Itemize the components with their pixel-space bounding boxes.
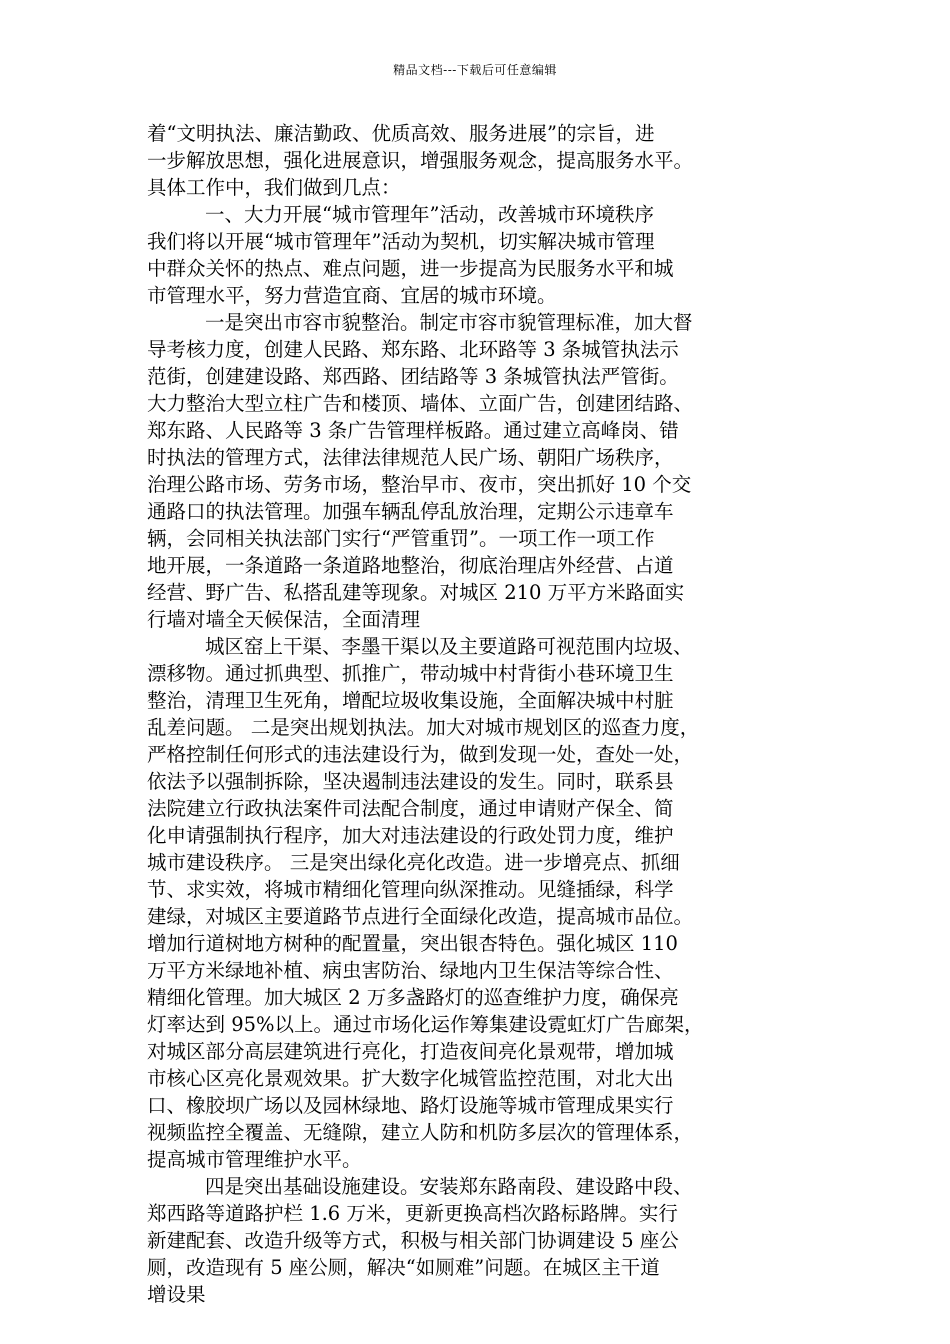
text-line: 厕，改造现有 5 座公厕，解决“如厕难”问题。在城区主干道 <box>147 1256 660 1279</box>
text-line: 辆，会同相关执法部门实行“严管重罚”。一项工作一项工作 <box>147 527 655 550</box>
text-line: 漂移物。通过抓典型、抓推广，带动城中村背街小巷环境卫生 <box>147 662 674 685</box>
section-heading: 一、大力开展“城市管理年”活动，改善城市环境秩序 <box>205 203 654 226</box>
text-line: 市管理水平，努力营造宜商、宜居的城市环境。 <box>147 284 557 307</box>
text-line: 一步解放思想，强化进展意识，增强服务观念，提高服务水平。 <box>147 149 694 172</box>
text-line: 视频监控全覆盖、无缝隙，建立人防和机防多层次的管理体系， <box>147 1121 694 1144</box>
text-line: 着“文明执法、廉洁勤政、优质高效、服务进展”的宗旨，进 <box>147 122 655 145</box>
text-line: 城市建设秩序。 三是突出绿化亮化改造。进一步增亮点、抓细 <box>147 851 680 874</box>
text-line: 乱差问题。 二是突出规划执法。加大对城市规划区的巡查力度， <box>147 716 700 739</box>
text-line: 通路口的执法管理。加强车辆乱停乱放治理，定期公示违章车 <box>147 500 674 523</box>
text-line: 时执法的管理方式，法律法律规范人民广场、朝阳广场秩序， <box>147 446 674 469</box>
text-line: 范街，创建建设路、郑西路、团结路等 3 条城管执法严管街。 <box>147 365 679 388</box>
text-line: 市核心区亮化景观效果。扩大数字化城管监控范围，对北大出 <box>147 1067 674 1090</box>
text-line: 增设果 <box>147 1283 206 1306</box>
text-line: 郑西路等道路护栏 1.6 万米，更新更换高档次路标路牌。实行 <box>147 1202 678 1225</box>
text-line: 提高城市管理维护水平。 <box>147 1148 362 1171</box>
text-line: 节、求实效，将城市精细化管理向纵深推动。见缝插绿，科学 <box>147 878 674 901</box>
text-line: 中群众关怀的热点、难点问题，进一步提高为民服务水平和城 <box>147 257 674 280</box>
text-line: 万平方米绿地补植、病虫害防治、绿地内卫生保洁等综合性、 <box>147 959 674 982</box>
text-line: 我们将以开展“城市管理年”活动为契机，切实解决城市管理 <box>147 230 655 253</box>
text-line: 经营、野广告、私搭乱建等现象。对城区 210 万平方米路面实 <box>147 581 685 604</box>
paragraph-start: 城区窑上干渠、李墨干渠以及主要道路可视范围内垃圾、 <box>205 635 693 658</box>
page-header: 精品文档---下载后可任意编辑 <box>393 63 557 77</box>
text-line: 灯率达到 95%以上。通过市场化运作筹集建设霓虹灯广告廊架， <box>147 1013 704 1036</box>
text-line: 治理公路市场、劳务市场，整治早市、夜市，突出抓好 10 个交 <box>147 473 692 496</box>
text-line: 口、橡胶坝广场以及园林绿地、路灯设施等城市管理成果实行 <box>147 1094 674 1117</box>
text-line: 法院建立行政执法案件司法配合制度，通过申请财产保全、简 <box>147 797 674 820</box>
text-line: 地开展，一条道路一条道路地整治，彻底治理店外经营、占道 <box>147 554 674 577</box>
text-line: 严格控制任何形式的违法建设行为，做到发现一处，查处一处， <box>147 743 694 766</box>
paragraph-start: 一是突出市容市貌整治。制定市容市貌管理标准，加大督 <box>205 311 693 334</box>
text-line: 导考核力度，创建人民路、郑东路、北环路等 3 条城管执法示 <box>147 338 679 361</box>
text-line: 整治，清理卫生死角，增配垃圾收集设施，全面解决城中村脏 <box>147 689 674 712</box>
text-line: 化申请强制执行程序，加大对违法建设的行政处罚力度，维护 <box>147 824 674 847</box>
paragraph-start: 四是突出基础设施建设。安装郑东路南段、建设路中段、 <box>205 1175 693 1198</box>
text-line: 增加行道树地方树种的配置量，突出银杏特色。强化城区 110 <box>147 932 678 955</box>
text-line: 精细化管理。加大城区 2 万多盏路灯的巡查维护力度，确保亮 <box>147 986 679 1009</box>
text-line: 行墙对墙全天候保洁，全面清理 <box>147 608 421 631</box>
text-line: 对城区部分高层建筑进行亮化，打造夜间亮化景观带，增加城 <box>147 1040 674 1063</box>
text-line: 大力整治大型立柱广告和楼顶、墙体、立面广告，创建团结路、 <box>147 392 694 415</box>
text-line: 建绿，对城区主要道路节点进行全面绿化改造，提高城市品位。 <box>147 905 694 928</box>
text-line: 具体工作中，我们做到几点： <box>147 176 401 199</box>
document-body <box>147 120 807 1308</box>
text-line: 新建配套、改造升级等方式，积极与相关部门协调建设 5 座公 <box>147 1229 679 1252</box>
text-line: 依法予以强制拆除，坚决遏制违法建设的发生。同时，联系县 <box>147 770 674 793</box>
text-line: 郑东路、人民路等 3 条广告管理样板路。通过建立高峰岗、错 <box>147 419 679 442</box>
